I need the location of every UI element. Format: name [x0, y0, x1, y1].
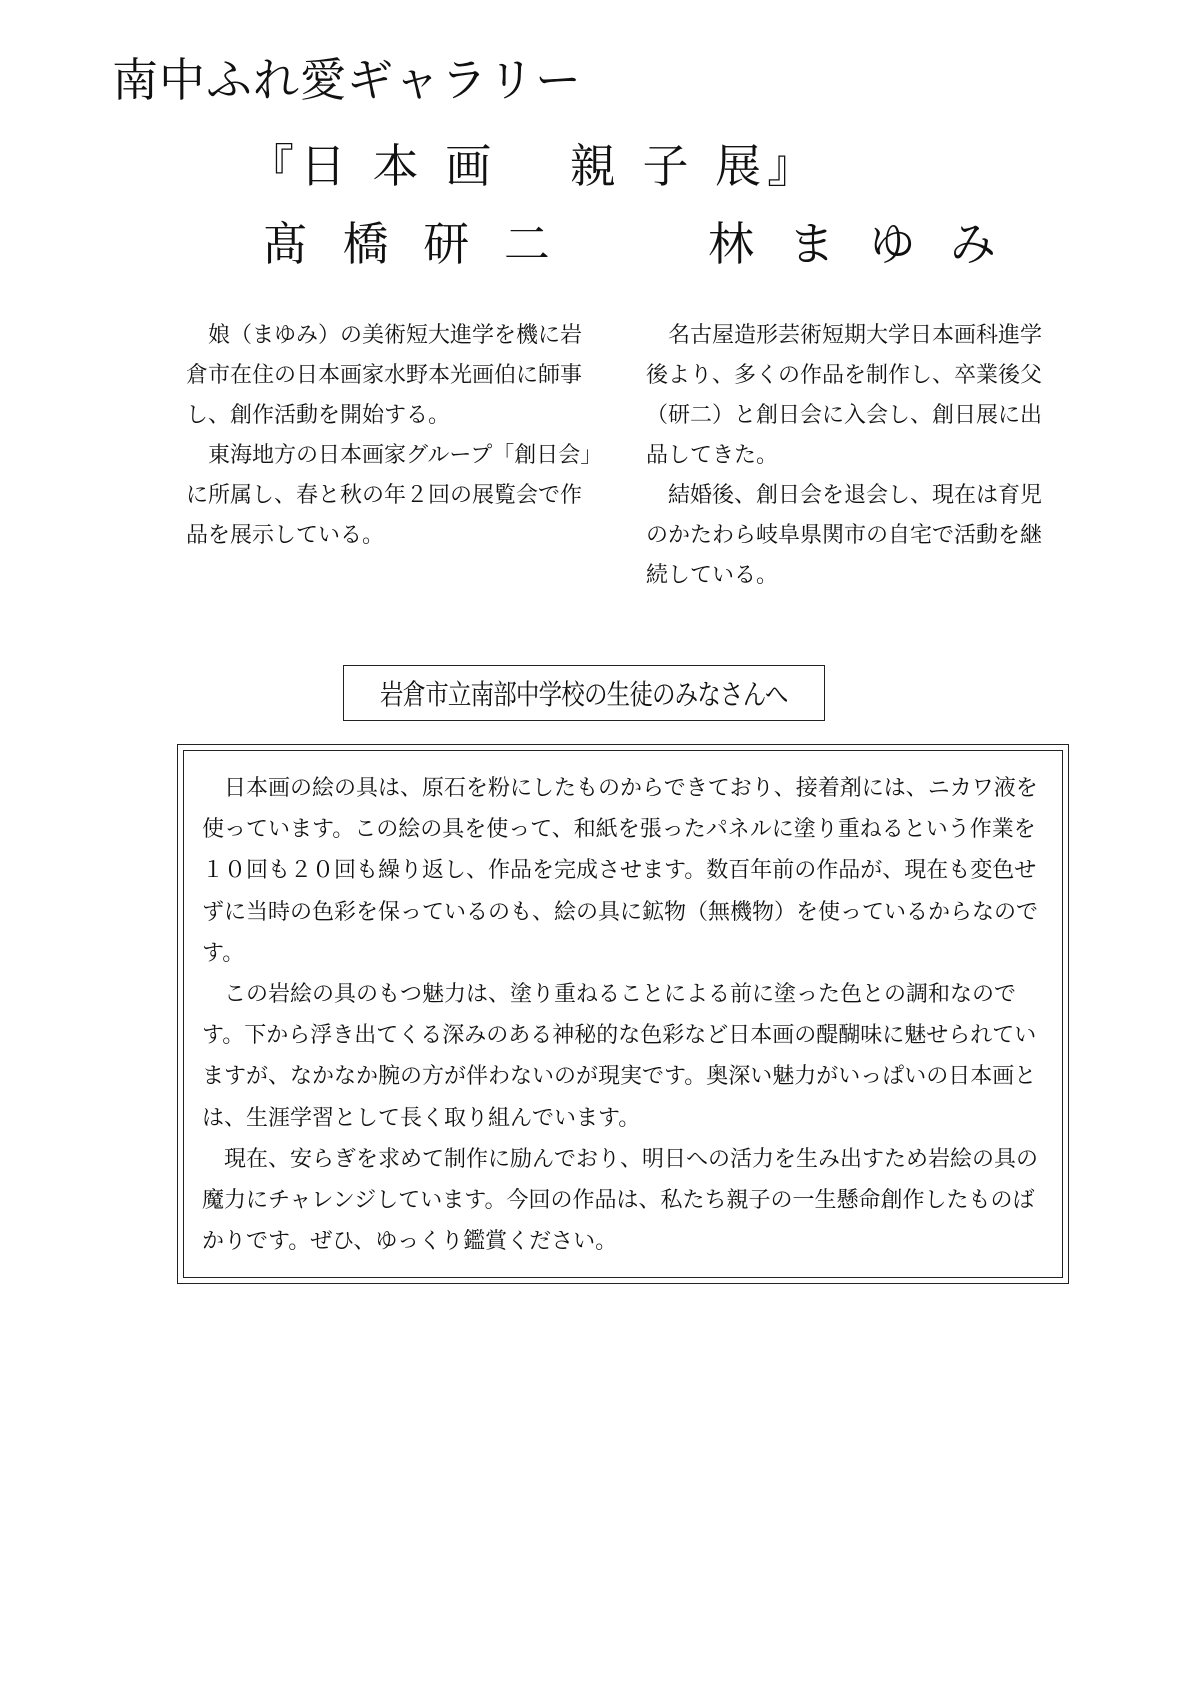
artist-name-daughter: 林 ま ゆ み — [708, 217, 1006, 271]
artist-name-father: 髙 橋 研 二 — [262, 217, 560, 271]
bio-paragraph: 娘（まゆみ）の美術短大進学を機に岩倉市在住の日本画家水野本光画伯に師事し、創作活動を開始する。 — [186, 323, 583, 428]
father-bio — [186, 316, 598, 556]
message-body — [183, 750, 1063, 1278]
notice-heading: 岩倉市立南部中学校の生徒のみなさんへ — [380, 678, 788, 711]
message-paragraph: この岩絵の具のもつ魅力は、塗り重ねることによる前に塗った色との調和なのです。下から浮き出てくる深みのある神秘的な色彩など日本画の醍醐味に魅せられていますが、なかなか腕の方が伴わないのが現実です。奥深い魅力がいっぱいの日本画とは、生涯学習として長く取り組んでいます。 — [202, 982, 1037, 1131]
daughter-bio — [646, 316, 1058, 596]
message-paragraph: 日本画の絵の具は、原石を粉にしたものからできており、接着剤には、ニカワ液を使っています。この絵の具を使って、和紙を張ったパネルに塗り重ねるという作業を１０回も２０回も繰り返し、作品を完成させます。数百年前の作品が、現在も変色せずに当時の色彩を保っているのも、絵の具に鉱物（無機物）を使っているからなのです。 — [202, 776, 1039, 966]
notice-heading-box — [343, 665, 825, 721]
message-frame — [177, 744, 1069, 1284]
bio-paragraph: 東海地方の日本画家グループ「創日会」に所属し、春と秋の年２回の展覧会で作品を展示している。 — [186, 443, 592, 548]
gallery-title: 南中ふれ愛ギャラリー — [112, 53, 582, 107]
message-paragraph: 現在、安らぎを求めて制作に励んでおり、明日への活力を生み出すため岩絵の具の魔力にチャレンジしています。今回の作品は、私たち親子の一生懸命創作したものばかりです。ぜひ、ゆっくり鑑賞ください。 — [202, 1146, 1039, 1255]
bio-paragraph: 結婚後、創日会を退会し、現在は育児のかたわら岐阜県関市の自宅で活動を継続している。 — [646, 483, 1043, 588]
exhibition-title: 『日 本 画 親 子 展』 — [248, 139, 820, 193]
bio-paragraph: 名古屋造形芸術短期大学日本画科進学後より、多くの作品を制作し、卒業後父（研二）と創日会に入会し、創日展に出品してきた。 — [646, 323, 1043, 468]
